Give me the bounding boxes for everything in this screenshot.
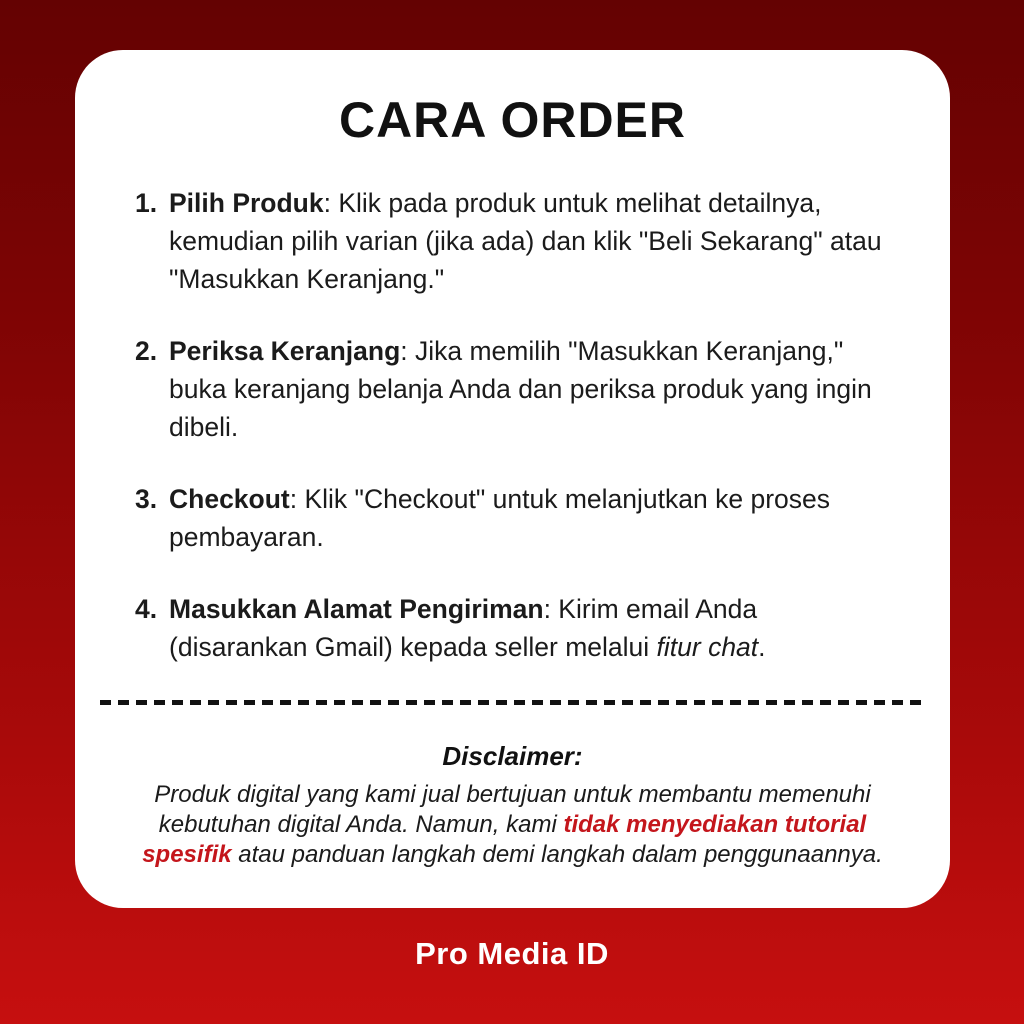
step-body: : Kirim email Anda (disarankan Gmail) kepada seller melalui <box>169 594 758 662</box>
step-text <box>169 332 882 446</box>
step-item-3 <box>135 480 882 556</box>
step-body: : Klik pada produk untuk melihat detailnya, kemudian pilih varian (jika ada) dan klik "Beli Sekarang" atau "Masukkan Keranjang." <box>169 188 882 294</box>
step-italic: fitur chat <box>656 632 759 662</box>
dashed-divider <box>100 700 925 705</box>
disclaimer-section <box>75 741 950 870</box>
step-tail: . <box>758 632 766 662</box>
step-number: 3. <box>135 484 158 514</box>
step-number: 4. <box>135 594 158 624</box>
step-text <box>169 480 882 556</box>
step-item-1 <box>135 184 882 298</box>
step-label: Checkout <box>169 484 290 514</box>
disclaimer-heading: Disclaimer: <box>442 741 583 771</box>
step-label: Pilih Produk <box>169 188 324 218</box>
step-label: Masukkan Alamat Pengiriman <box>169 594 544 624</box>
brand-name: Pro Media ID <box>415 936 609 971</box>
step-item-4 <box>135 590 882 666</box>
step-body: : Jika memilih "Masukkan Keranjang," buka keranjang belanja Anda dan periksa produk yang ingin dibeli. <box>169 336 872 442</box>
disclaimer-text-1: Produk digital yang kami jual bertujuan untuk membantu memenuhi kebutuhan digital Anda. Namun, kami <box>154 781 871 838</box>
step-body: : Klik "Checkout" untuk melanjutkan ke proses pembayaran. <box>169 484 830 552</box>
disclaimer-text-2: atau panduan langkah demi langkah dalam penggunaannya. <box>231 841 883 868</box>
disclaimer-body <box>133 780 892 870</box>
page-title: CARA ORDER <box>338 92 687 148</box>
step-number: 2. <box>135 336 158 366</box>
step-number: 1. <box>135 188 158 218</box>
step-text <box>169 590 882 666</box>
step-label: Periksa Keranjang <box>169 336 401 366</box>
step-item-2 <box>135 332 882 446</box>
disclaimer-highlight: tidak menyediakan tutorial spesifik <box>142 811 867 868</box>
steps-list <box>135 184 882 666</box>
order-instructions-card <box>75 50 950 908</box>
step-text <box>169 184 882 298</box>
